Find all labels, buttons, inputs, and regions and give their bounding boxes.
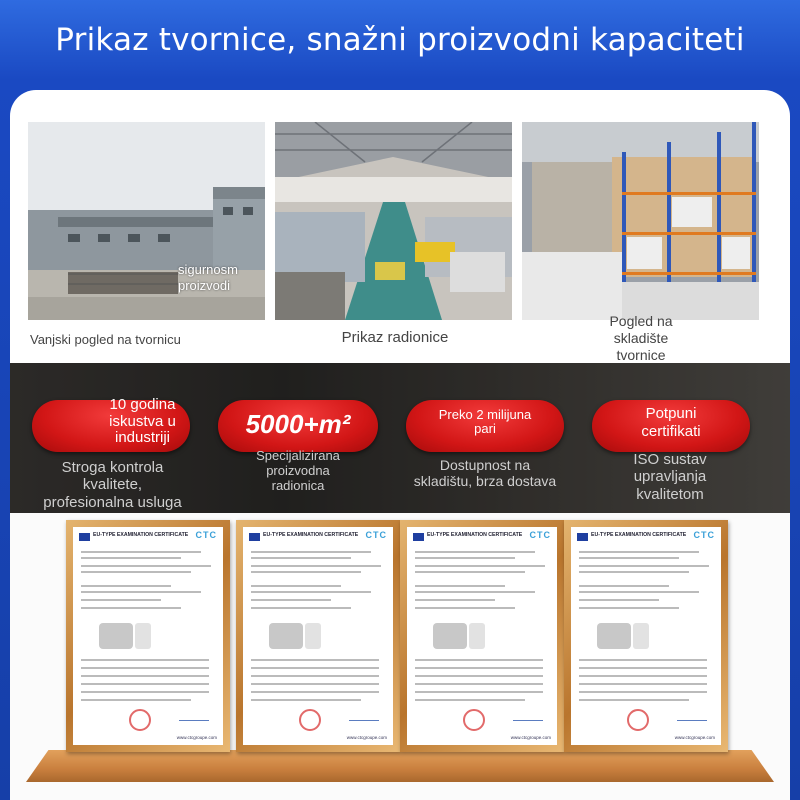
ctc-logo: CTC <box>195 530 217 540</box>
certificate-frame <box>236 520 400 752</box>
certificate-document: EU-TYPE EXAMINATION CERTIFICATE CTC www.ctcgroupe.com <box>571 527 721 745</box>
glove-image <box>433 623 467 649</box>
certificate-document: EU-TYPE EXAMINATION CERTIFICATE CTC www.ctcgroupe.com <box>73 527 223 745</box>
photo-watermark: sigurnosm proizvodi <box>178 262 238 293</box>
photo-caption-workshop: Prikaz radionice <box>341 329 449 346</box>
certificate-frame <box>400 520 564 752</box>
highlight-title-area: 5000+m² <box>245 409 351 439</box>
ctc-seal <box>299 709 321 731</box>
ctc-logo: CTC <box>693 530 715 540</box>
certificate-shelf <box>26 750 774 782</box>
highlight-desc-area: Specijalizirana proizvodna radionica <box>256 448 340 493</box>
photo-caption-exterior: Vanjski pogled na tvornicu <box>30 332 181 347</box>
highlight-desc-stock: Dostupnost na skladištu, brza dostava <box>413 457 557 490</box>
eu-flag-icon <box>413 533 424 541</box>
certificate-document: EU-TYPE EXAMINATION CERTIFICATE CTC www.ctcgroupe.com <box>243 527 393 745</box>
highlight-desc-experience: Stroga kontrola kvalitete, profesionalna usluga <box>43 459 182 511</box>
glove-image <box>99 623 133 649</box>
eu-flag-icon <box>79 533 90 541</box>
certificate-frame <box>564 520 728 752</box>
photo-caption-warehouse: Pogled na skladište tvornice <box>609 313 673 363</box>
highlight-title-stock: Preko 2 milijuna pari <box>438 407 532 437</box>
glove-image <box>269 623 303 649</box>
highlight-desc-certs: ISO sustav upravljanja kvalitetom <box>633 451 707 503</box>
ctc-logo: CTC <box>529 530 551 540</box>
certificate-frame <box>66 520 230 752</box>
glove-image <box>597 623 631 649</box>
workshop-photo <box>275 122 512 320</box>
eu-flag-icon <box>577 533 588 541</box>
ctc-seal <box>627 709 649 731</box>
page-title: Prikaz tvornice, snažni proizvodni kapaciteti <box>55 22 745 58</box>
ctc-logo: CTC <box>365 530 387 540</box>
warehouse-photo <box>522 122 759 320</box>
ctc-seal <box>463 709 485 731</box>
highlight-title-certs: Potpuni certifikati <box>641 405 701 440</box>
eu-flag-icon <box>249 533 260 541</box>
highlight-title-experience: 10 godina iskustva u industriji <box>109 396 176 446</box>
certificate-document: EU-TYPE EXAMINATION CERTIFICATE CTC www.ctcgroupe.com <box>407 527 557 745</box>
ctc-seal <box>129 709 151 731</box>
